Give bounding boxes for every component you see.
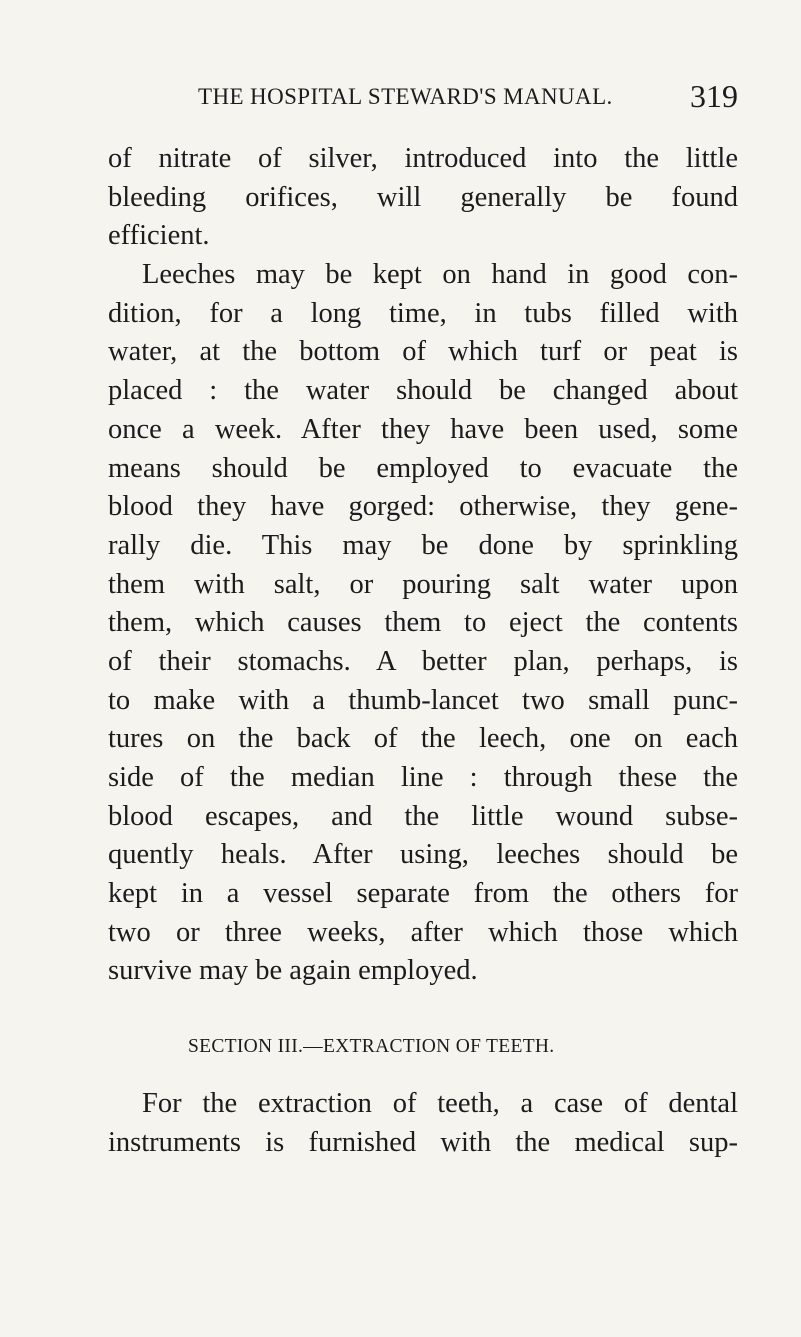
text-line: to make with a thumb-lancet two small punc- bbox=[108, 684, 738, 716]
text-line: them with salt, or pouring salt water upon bbox=[108, 568, 738, 600]
text-line: For the extraction of teeth, a case of dental bbox=[142, 1088, 738, 1119]
text-line: Leeches may be kept on hand in good con- bbox=[142, 259, 738, 291]
text-line: blood they have gorged: otherwise, they gene- bbox=[108, 491, 738, 523]
section-heading: SECTION III.—EXTRACTION OF TEETH. bbox=[188, 1036, 555, 1057]
running-title: THE HOSPITAL STEWARD'S MANUAL. bbox=[198, 84, 613, 109]
page-number: 319 bbox=[690, 78, 738, 114]
text-line: efficient. bbox=[108, 220, 210, 252]
text-line: of their stomachs. A better plan, perhaps, is bbox=[108, 645, 738, 677]
text-line: tures on the back of the leech, one on each bbox=[108, 723, 738, 755]
text-line: them, which causes them to eject the contents bbox=[108, 607, 738, 639]
text-line: bleeding orifices, will generally be found bbox=[108, 181, 738, 213]
text-line: means should be employed to evacuate the bbox=[108, 452, 738, 484]
section-text bbox=[108, 1085, 738, 1162]
text-line: blood escapes, and the little wound subse- bbox=[108, 800, 738, 832]
text-line: placed : the water should be changed about bbox=[108, 375, 738, 407]
text-line: side of the median line : through these the bbox=[108, 762, 738, 793]
running-head bbox=[106, 78, 738, 118]
text-line: rally die. This may be done by sprinkling bbox=[108, 529, 738, 561]
text-line: dition, for a long time, in tubs filled with bbox=[108, 297, 738, 329]
text-line: instruments is furnished with the medical sup- bbox=[108, 1126, 738, 1158]
text-line: of nitrate of silver, introduced into the little bbox=[108, 143, 738, 174]
body-text bbox=[108, 140, 738, 991]
text-line: quently heals. After using, leeches should be bbox=[108, 839, 738, 871]
text-line: water, at the bottom of which turf or peat is bbox=[108, 336, 738, 368]
text-line: kept in a vessel separate from the others for bbox=[108, 878, 738, 910]
text-line: survive may be again employed. bbox=[108, 955, 478, 987]
text-line: once a week. After they have been used, some bbox=[108, 413, 738, 445]
text-line: two or three weeks, after which those which bbox=[108, 916, 738, 948]
